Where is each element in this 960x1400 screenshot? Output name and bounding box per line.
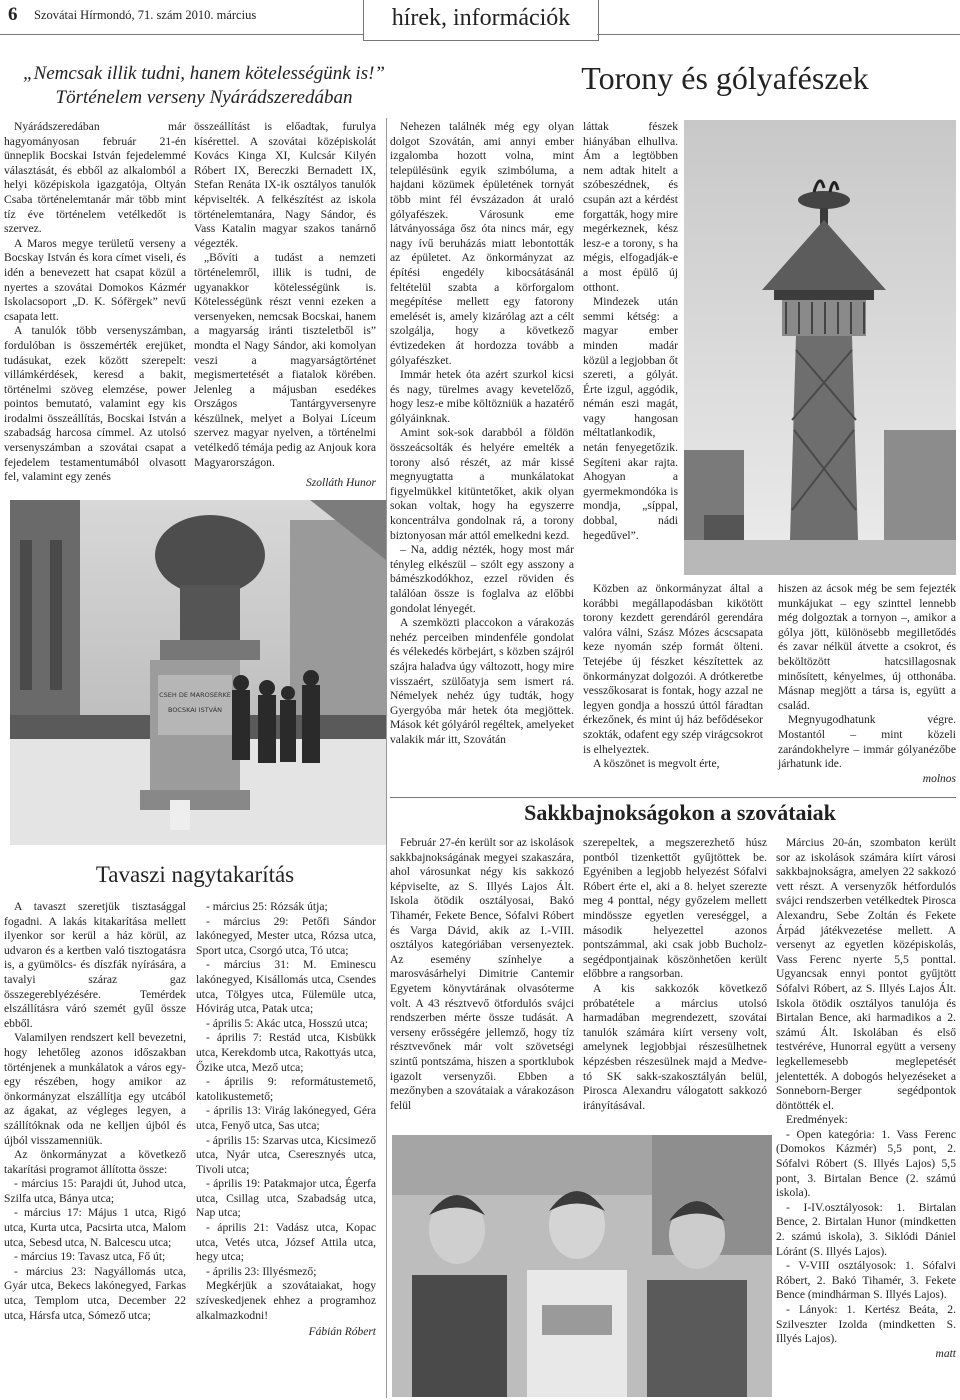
schedule-item: - április 5: Akác utca, Hosszú utca; xyxy=(206,1016,368,1030)
article2-signature: molnos xyxy=(922,772,956,785)
paragraph: Immár hetek óta azért szurkol kicsi és nagy, türelmes avagy kevetelőző, hogy lesz-e mibe költözniük a hazatérő gólyáinknak. xyxy=(390,368,574,425)
paragraph: Közben az önkormányzat által a korábbi megállapodásban kikötött torony kezdett gerendáról gerendára valóra válni, Szász Mózes ácscsapata keze nyomán szép formát ölteni. Tetejébe új fészket készítettek az önkormányzat dolgozói. A drótkeretbe vesszőkosarat is fontak, hogy azzal ne legyen gondja a hosszú úttól fáradtan érkezőnek, és mint új ház befődésekor szokták, odafent egy szép virágcsokrot is elhelyeztek. xyxy=(583,582,763,756)
publication-name: Szovátai Hírmondó, 71. szám 2010. március xyxy=(34,8,257,22)
article2-column-2 xyxy=(583,120,678,543)
statue-photo-image xyxy=(10,500,386,845)
article3-column-2 xyxy=(196,900,376,1340)
section-divider xyxy=(390,797,956,798)
paragraph: láttak fészek hiányában elhullva. Ám a legtöbben nem adtak hitelt a szóbeszédnek, és csupán azt a kérdést forgatták, hogy mire megérkeznek, kész lesz-e a torony, s ha mégis, elfogadják-e a most épülő új otthont. xyxy=(583,120,678,294)
article4-column-3 xyxy=(776,836,956,1361)
paragraph: A szemközti placcokon a várakozás nehéz perceiben mindenféle gondolat és vélekedés körbejárt, s közben szájról szájra haladva úgy változott, hogy mire visszaért, szülőatyja sem ismert rá. Némelyek nehéz úgy tudták, hogy Gyergyóba már hetek óta megjöttek. Mások két gólyáról regéltek, amelyeket valakik már itt, Szovátán xyxy=(390,616,574,746)
schedule-item: - április 9: reformátustemető, katolikustemető; xyxy=(196,1075,376,1103)
statue-group-photo xyxy=(10,500,386,845)
paragraph: hiszen az ácsok még be sem fejezték munkájukat – egy szinttel lennebb még dolgoztak a tornyon –, amikor a gólya jött, különösebb megilletődés és zavar nélkül átvette a csokrot, és beköltözött hatcsillagosnak minősített, kényelmes, új otthonába. Másnap megjött a társa is, együtt a család. xyxy=(778,582,956,712)
paragraph: A köszönet is megvolt érte, xyxy=(593,757,720,771)
article1-column-1 xyxy=(4,120,186,485)
paragraph: Február 27-én került sor az iskolások sakkbajnokságának megyei szakaszára, ahol városunkat négy kis sakkozó képviselte, az S. Illyés Lajos Ált. Iskola ötödik osztályosai, Bakó Tihamér, Fekete Bence, Sófalvi Róbert és Varga Dávid, akik az I.-VIII. osztályos kategóriában versenyeztek. Az esemény színhelye a marosvásárhelyi Dimitrie Cantemir Egyetem könyvtárának olvasóterme volt. A 43 résztvevő ötfordulós svájci rendszerben mérte össze tudását. A verseny erősségére jellemző, hogy tíz résztvevőnek már volt szövetségi szintű pontszáma, hiszen a sportklubok igazolt versenyzői. Ebben a mezőnyben a szovátaiak a várakozáson felül xyxy=(390,836,574,1112)
article2-bottom-column-1 xyxy=(583,582,763,772)
article2-bottom-column-2 xyxy=(778,582,956,786)
paragraph: Március 20-án, szombaton került sor az iskolások számára kiírt városi sakkbajnokságra, amelyen 22 sakkozó vett részt. A versenyzők hétfordulós svájci rendszerben vetélkedtek Pirosca Alexandru, Sebe Zoltán és Fekete Árpád játékvezetése mellett. A versenyt az egyetlen középiskolás, Vass Ferenc nyerte 5,5 ponttal. Ugyancsak ennyi pontot gyűjtött Sófalvi Róbert, az S. Illyés Lajos Ált. Iskola ötödik osztályos tanulója és Birtalan Bence, aki harmadikos a 2. számú Ált. Iskolában és első testvéréve, Hunorral együtt a verseny legkellemesebb meglepetését jelentették. A dobogós helyezéseket a Sonneborn-Berger segédpontok döntötték el. xyxy=(776,836,956,1112)
article4-column-1 xyxy=(390,836,574,1113)
schedule-item: - március 25: Rózsák útja; xyxy=(206,900,328,913)
article1-title-line1: „Nemcsak illik tudni, hanem kötelességünk is!” xyxy=(23,63,385,84)
header-rule-left xyxy=(0,34,363,35)
svg-text:CSEH DE MAROSERKE: CSEH DE MAROSERKE xyxy=(159,691,231,699)
kids-photo-image xyxy=(392,1135,772,1397)
schedule-item: - április 23: Illyésmező; xyxy=(206,1264,317,1278)
stork-tower-photo xyxy=(684,120,956,575)
section-banner xyxy=(363,0,599,41)
schedule-item: - április 19: Patakmajor utca, Égerfa utca, Csillag utca, Szabadság utca, Nap utca; xyxy=(196,1177,376,1220)
paragraph: A tanulók több versenyszámban, fordulóban is összemérték erejüket, tudásukat, ezek között szerepelt: villámkérdések, keresd a bakit, történelmi szöveg elemzése, power pointos bemutató, valamint egy kis irodalmi összeállítás, Bocskai István a szabadság harcosa címmel. Az utolsó versenyszámban a szovátai csapat a fejedelem testamentumából olvasott fel, valamint egy zenés xyxy=(4,324,186,484)
paragraph: összeállítást is előadtak, furulya kísérettel. A szovátai középiskolát Kovács Kinga XI, Kulcsár Kilyén Róbert IX, Bereczki Bernadett IX, Stefan Renáta IX-ik osztályos tanulók képviselték. A felkészítést az iskola történelemtanára, Nagy Sándor, és Vass Katalin magyar szakos tanárnő végezték. xyxy=(194,120,376,250)
chess-kids-photo xyxy=(392,1135,772,1397)
article2-title: Torony és gólyafészek xyxy=(581,60,869,96)
paragraph: - Open kategória: 1. Vass Ferenc (Domokos Kázmér) 5,5 pont, 2. Sófalvi Róbert (S. Illyés Lajos) 5,5 pont, 3. Birtalan Bence (2. számú iskola). xyxy=(776,1127,956,1200)
article3-signature: Fábián Róbert xyxy=(308,1326,376,1339)
page-number: 6 xyxy=(8,4,18,25)
paragraph: Eredmények: xyxy=(786,1113,848,1127)
schedule-item: - április 7: Restád utca, Kisbükk utca, Kerekdomb utca, Rakottyás utca, Őzike utca, Mező utca; xyxy=(196,1031,376,1074)
schedule-item: - március 31: M. Eminescu lakónegyed, Kisállomás utca, Csendes utca, Tölgyes utca, Fülemüle utca, Hóvirág utca, Patak utca; xyxy=(196,958,376,1016)
paragraph: Nyárádszeredában már hagyományosan február 21-én ünneplik Bocskai István fejedelemmé választását, és ebből az alkalomból a helyi középiskola igazgatója, Oltyán Csaba történelemtanár már több mint tíz éve történelem vetélkedőt is szervez. xyxy=(4,120,186,236)
schedule-item: - április 21: Vadász utca, Kopac utca, Vetés utca, József Attila utca, hegy utca; xyxy=(196,1221,376,1264)
schedule-item: - március 15: Parajdi út, Juhod utca, Szilfa utca, Bánya utca; xyxy=(4,1177,186,1205)
paragraph: Megkérjük a szovátaiakat, hogy szíveskedjenek ehhez a programhoz alkalmazkodni! xyxy=(196,1279,376,1322)
paragraph: A tavaszt szeretjük tisztasággal fogadni. A lakás kitakarítása mellett ilyenkor sor kerül a ház körül, az udvaron és a kertben való tisztogatásra is, a gyümölcs- és díszfák nyírására, a tavalyi száraz gaz összegereblyézésére. Temérdek elszállításra váró szemét gyűl össze ebből. xyxy=(4,900,186,1030)
header-rule-right xyxy=(597,34,960,35)
article4-column-2 xyxy=(583,836,767,1113)
article3-column-1 xyxy=(4,900,186,1323)
tower-photo-image xyxy=(684,120,956,575)
schedule-item: - március 19: Tavasz utca, Fő út; xyxy=(14,1250,166,1264)
schedule-item: - március 17: Május 1 utca, Rigó utca, Kurta utca, Pacsirta utca, Malom utca, Sebesd utca, N. Balcescu utca; xyxy=(4,1206,186,1249)
section-title: hírek, információk xyxy=(391,5,571,31)
paragraph: – Na, addig nézték, hogy most már tényleg elkészül – szólt egy asszony a bámészkodókhoz, ezzel röviden és találóan össze is foglalva az előbbi gondolat lényegét. xyxy=(390,543,574,615)
paragraph: A kis sakkozók következő próbatétele a március utolsó harmadában megrendezett, szovátai tanulók számára kiírt verseny volt, amelynek legjobbjai részesülhetnek képzésben részesülnek majd a Medve-tó SK sakk-szakosztályán belül, Pirosca Alexandru válogatott sakkozó irányításával. xyxy=(583,981,767,1112)
paragraph: „Bővíti a tudást a nemzeti történelemről, illik is tudni, de ugyanakkor kötelességünk is. Kötelességünk részt venni ezeken a versenyeken, nemcsak Bocskai, hanem a magyarság iránti tiszteletből is” mondta el Nagy Sándor, aki komolyan veszi a magyarságtörténet megismertetését a fiatalok körében. Jelenleg a májusban esedékes Országos Tantárgyversenyre készülnek, melyet a Bolyai Líceum szervez magyar nyelven, a történelmi vetélkedő témája pedig az Anjouk kora Magyarországon. xyxy=(194,251,376,469)
paragraph: Amint sok-sok darabból a földön összeácsolták és helyére emelték a torony alsó részét, az már kissé megnyugtatta a munkálatokat figyelmükkel kitüntetőket, akik olyan sokan voltak, hogy ha egyszerre koncentrálva gondolnak rá, a torony biztonyosan már attól emelkedni kezd. xyxy=(390,426,574,542)
paragraph: Valamilyen rendszert kell bevezetni, hogy lehetőleg azonos időszakban történjenek a munkálatok a város egy-egy részében, hogy amikor az önkormányzat elszállítja egy utcából az ágakat, az végleges legyen, a szállítóknak oda ne kelljen újból és újból visszamenniük. xyxy=(4,1031,186,1147)
paragraph: szerepeltek, a megszerezhető húsz pontból tizenkettőt gyűjtöttek be. Egyéniben a legjobb helyezést Sófalvi Róbert érte el, aki a 8. helyet szerezte meg 4 ponttal, négy győzelem mellett mindössze egyetlen vereséggel, a második helyezettel azonos pontszámmal, aki csak jobb Bucholz-segédpontjainak köszönhetően került előbbre a rangsorban. xyxy=(583,836,767,981)
schedule-item: - április 15: Szarvas utca, Kicsimező utca, Nyár utca, Cseresznyés utca, Tivoli utca; xyxy=(196,1133,376,1176)
schedule-item: - március 23: Nagyállomás utca, Gyár utca, Bekecs lakónegyed, Farkas utca, Templom utca, December 22 utca, Hársfa utca, Sómező utca; xyxy=(4,1264,186,1322)
paragraph: Mindezek után semmi kétség: a magyar ember minden madár közül a legjobban őt szereti, a gólyát. Érte izgul, aggódik, némán eszi magát, vagy hangosan méltatlankodik, netán fenyegetőzik. Segíteni akar rajta. Ahogyan a gyermekmondóka is mondja, „síppal, dobbal, nádi hegedűvel”. xyxy=(583,295,678,542)
article1-signature: Szolláth Hunor xyxy=(306,477,376,490)
paragraph: - Lányok: 1. Kertész Beáta, 2. Szilveszter Izolda (mindketten S. Illyés Lajos). xyxy=(776,1303,956,1346)
article4-signature: matt xyxy=(935,1347,956,1360)
paragraph: A Maros megye területű verseny a Bocskay István és kora címet viseli, és idén a benevezett hat csapat közül a nyertes a szovátai Domokos Kázmér Iskolacsoport „D. K. Sófërgek” nevű csapata lett. xyxy=(4,236,186,323)
article3-title: Tavaszi nagytakarítás xyxy=(95,862,295,887)
paragraph: - I-IV.osztályosok: 1. Birtalan Bence, 2. Birtalan Hunor (mindketten 2. számú iskola), 3. Siklódi Dániel Lóránt (S. Illyés Lajos). xyxy=(776,1200,956,1258)
article4-title: Sakkbajnokságokon a szovátaiak xyxy=(524,800,836,825)
article1-title-line2: Történelem verseny Nyárádszeredában xyxy=(55,87,353,108)
column-rule xyxy=(386,118,387,1398)
paragraph: Az önkormányzat a következő takarítási programot állította össze: xyxy=(4,1148,186,1176)
article1-column-2 xyxy=(194,120,376,491)
article2-column-1 xyxy=(390,120,574,748)
paragraph: Megnyugodhatunk végre. Mostantól – mint közeli zarándokhelyre – immár gólyanézőbe járhatunk ide. xyxy=(778,713,956,771)
schedule-item: - március 29: Petőfi Sándor lakónegyed, Mester utca, Rózsa utca, Sport utca, Csorgó utca, Tó utca; xyxy=(196,914,376,957)
paragraph: - V-VIII osztályosok: 1. Sófalvi Róbert, 2. Bakó Tihamér, 3. Fekete Bence (mindhárman S. Illyés Lajos). xyxy=(776,1259,956,1302)
schedule-item: - április 13: Virág lakónegyed, Géra utca, Fenyő utca, Sas utca; xyxy=(196,1104,376,1132)
paragraph: Nehezen találnék még egy olyan dolgot Szovátán, ami annyi ember izgalomba hozott volna, mint településünk egyik szimbóluma, a hajdani közümek épületének tornyát több mint fél évszázadon át uraló gólyafészek. Városunk eme látványossága ősz óta nincs már, egy nagy ívű beruházás miatt lebontották az épületet. Az önkormányzat az építési engedély kibocsátásánál feltételül szabta a körforgalom megépítése mellett egy fatorony emelését is, amely kizárólag azt a célt szolgálja, hogy a következő évtizedeken át hordozza tovább a gólyafészket. xyxy=(390,120,574,367)
svg-text:BOCSKAI ISTVÁN: BOCSKAI ISTVÁN xyxy=(167,706,223,714)
article1-title xyxy=(14,62,394,110)
